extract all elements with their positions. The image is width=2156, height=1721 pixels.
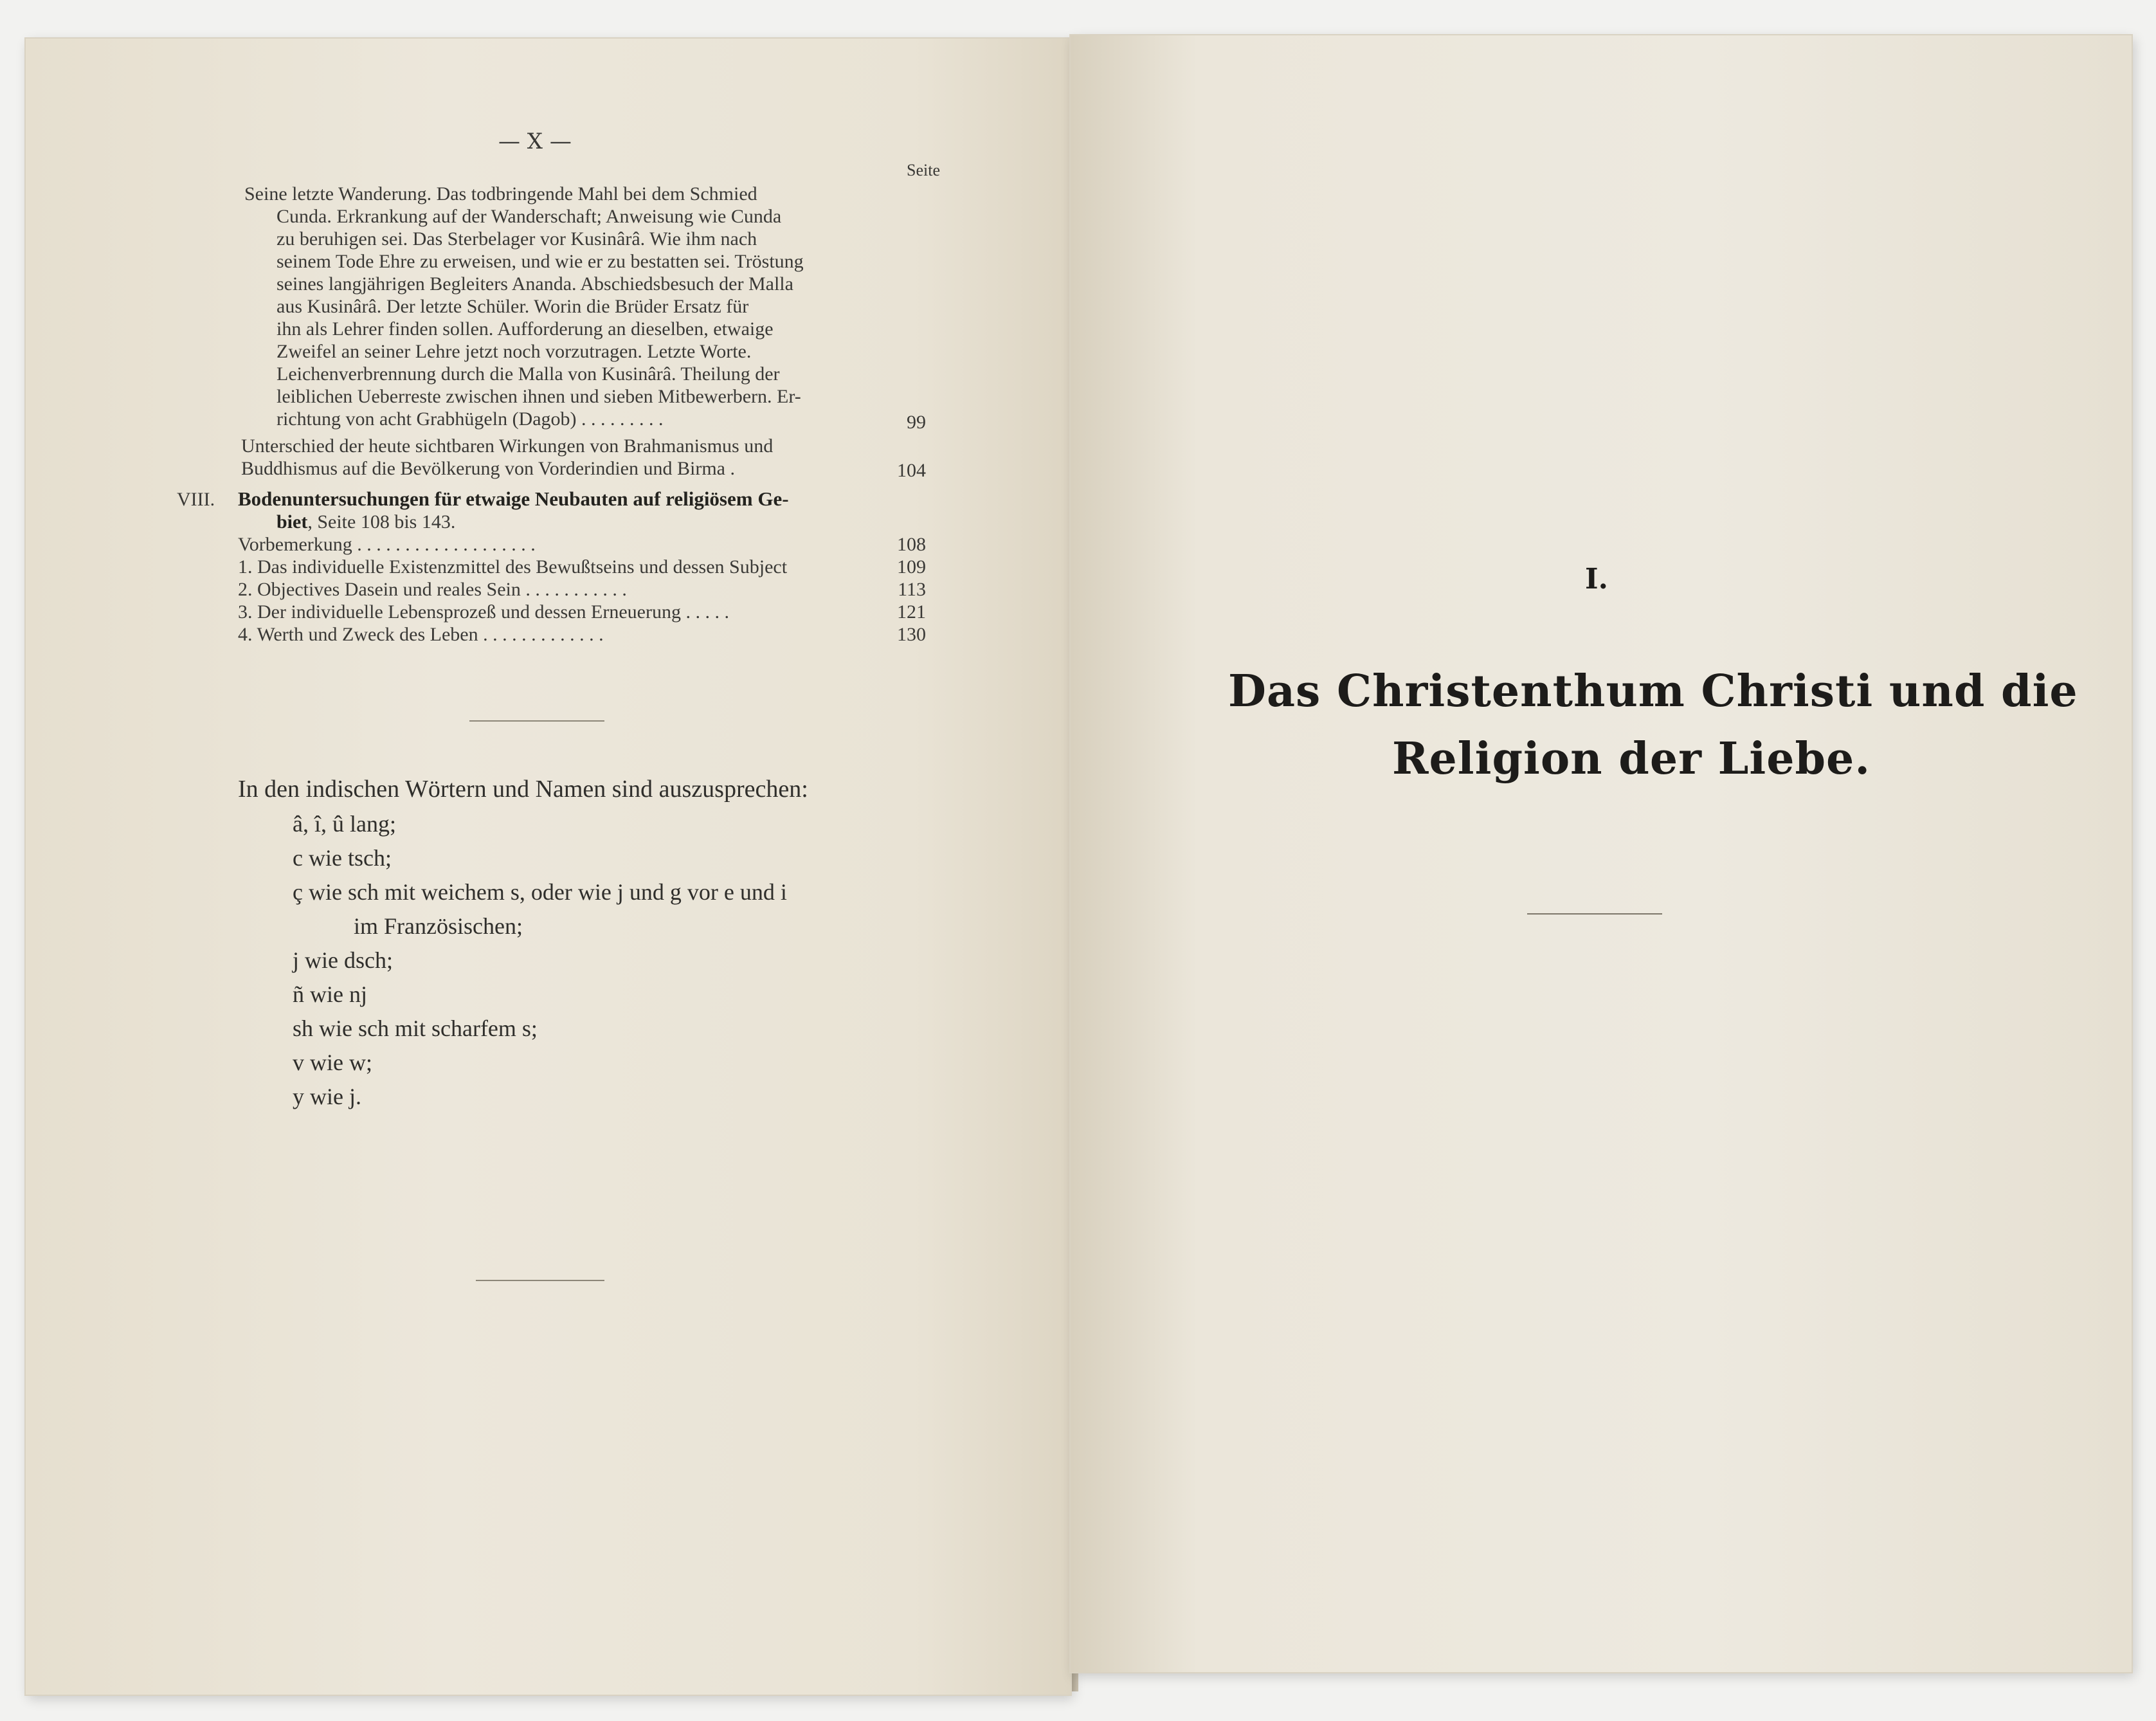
- toc-line: Unterschied der heute sichtbaren Wirkungen von Brahmanismus und: [241, 435, 774, 457]
- toc-line: leiblichen Ueberreste zwischen ihnen und sieben Mitbewerbern. Er-: [276, 386, 801, 407]
- toc-line: 4. Werth und Zweck des Leben . . . . . . . . . . . . .: [238, 624, 604, 645]
- divider: [476, 1280, 604, 1281]
- left-page: [26, 39, 1071, 1695]
- pronunciation-line: y wie j.: [293, 1084, 361, 1109]
- page-number: 109: [897, 556, 926, 578]
- pronunciation-line: ç wie sch mit weichem s, oder wie j und g vor e und i: [293, 879, 787, 905]
- page-number: 108: [897, 534, 926, 555]
- page-number: 99: [907, 412, 926, 433]
- toc-line: 1. Das individuelle Existenzmittel des Bewußtseins und dessen Subject: [238, 556, 788, 578]
- page-number: 121: [897, 601, 926, 623]
- pronunciation-line: â, î, û lang;: [293, 811, 396, 837]
- pronunciation-line: c wie tsch;: [293, 845, 392, 871]
- page-number: 113: [898, 579, 926, 600]
- toc-line: ihn als Lehrer finden sollen. Aufforderung an dieselben, etwaige: [276, 318, 774, 340]
- toc-line: seinem Tode Ehre zu erweisen, und wie er zu bestatten sei. Tröstung: [276, 251, 804, 272]
- toc-line: Buddhismus auf die Bevölkerung von Vorderindien und Birma .: [241, 458, 735, 479]
- toc-line: Leichenverbrennung durch die Malla von Kusinârâ. Theilung der: [276, 363, 780, 385]
- pronunciation-heading: In den indischen Wörtern und Namen sind auszusprechen:: [238, 776, 808, 803]
- toc-line: Cunda. Erkrankung auf der Wanderschaft; Anweisung wie Cunda: [276, 206, 782, 227]
- pronunciation-line: j wie dsch;: [293, 947, 393, 973]
- toc-line: Zweifel an seiner Lehre jetzt noch vorzutragen. Letzte Worte.: [276, 341, 752, 362]
- section-range: , Seite 108 bis 143.: [307, 511, 456, 533]
- page-number: 130: [897, 624, 926, 645]
- divider: [469, 720, 604, 722]
- page-header: — X —: [498, 129, 572, 154]
- seite-label: Seite: [907, 161, 940, 179]
- toc-line: aus Kusinârâ. Der letzte Schüler. Worin die Brüder Ersatz für: [276, 296, 749, 317]
- right-page: [1071, 35, 2132, 1672]
- section-subtitle: [276, 511, 455, 533]
- toc-line: zu beruhigen sei. Das Sterbelager vor Kusinârâ. Wie ihm nach: [276, 228, 757, 250]
- chapter-numeral: I.: [1585, 563, 1608, 596]
- pronunciation-line: v wie w;: [293, 1050, 372, 1075]
- page-number: 104: [897, 460, 926, 481]
- toc-line: 2. Objectives Dasein und reales Sein . . . . . . . . . . .: [238, 579, 627, 600]
- toc-line: richtung von acht Grabhügeln (Dagob) . . . . . . . . .: [276, 408, 664, 430]
- divider: [1527, 913, 1662, 915]
- toc-line: 3. Der individuelle Lebensprozeß und dessen Erneuerung . . . . .: [238, 601, 729, 623]
- pronunciation-line: sh wie sch mit scharfem s;: [293, 1015, 538, 1041]
- section-title: Bodenuntersuchungen für etwaige Neubauten auf religiösem Ge-: [238, 487, 789, 510]
- toc-line: Seine letzte Wanderung. Das todbringende Mahl bei dem Schmied: [244, 183, 757, 205]
- chapter-title-line-2: Religion der Liebe.: [1392, 733, 1871, 785]
- section-number: VIII.: [177, 489, 215, 510]
- pronunciation-line: im Französischen;: [354, 913, 523, 939]
- toc-line: Vorbemerkung . . . . . . . . . . . . . . . . . . .: [238, 534, 536, 555]
- section-title-bold: biet: [276, 511, 308, 533]
- toc-line: seines langjährigen Begleiters Ananda. Abschiedsbesuch der Malla: [276, 273, 793, 295]
- pronunciation-line: ñ wie nj: [293, 981, 367, 1007]
- chapter-title-line-1: Das Christenthum Christi und die: [1228, 666, 2078, 717]
